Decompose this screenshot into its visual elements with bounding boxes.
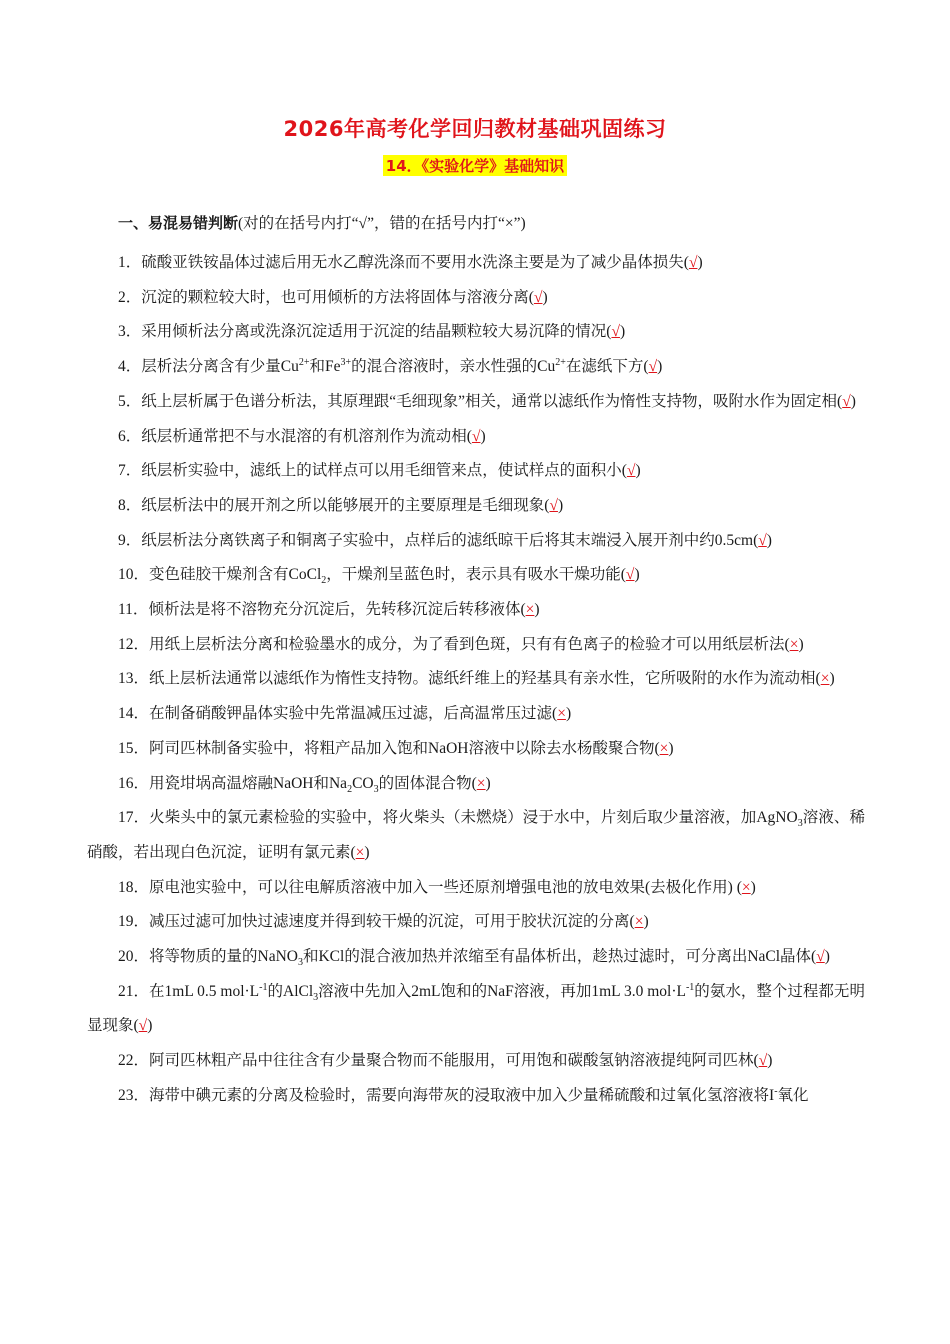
question-item xyxy=(87,593,865,628)
close-paren: ) xyxy=(750,878,756,896)
answer-mark: √ xyxy=(533,288,543,306)
answer-mark: √ xyxy=(471,427,481,445)
question-text: 纸层析通常把不与水混溶的有机溶剂作为流动相( xyxy=(141,427,472,445)
question-item xyxy=(87,350,865,385)
close-paren: ) xyxy=(485,774,491,792)
answer-mark: × xyxy=(476,774,486,792)
section-instruction: (对的在括号内打“√”，错的在括号内打“×”) xyxy=(238,215,526,232)
answer-mark: × xyxy=(789,635,799,653)
question-number: 12． xyxy=(118,635,150,653)
question-number: 21． xyxy=(118,982,150,1000)
question-text: 和Fe xyxy=(309,358,341,376)
question-number: 23． xyxy=(118,1086,150,1104)
question-item xyxy=(87,975,865,1044)
question-item xyxy=(87,628,865,663)
superscript: - xyxy=(774,1085,778,1097)
answer-mark: × xyxy=(557,705,566,723)
question-item xyxy=(87,732,865,767)
answer-mark: × xyxy=(525,601,535,619)
answer-mark: √ xyxy=(626,462,636,480)
question-number: 2． xyxy=(118,288,142,306)
question-number: 1． xyxy=(118,254,142,271)
question-text: 原电池实验中，可以往电解质溶液中加入一些还原剂增强电池的放电效果(去极化作用) ( xyxy=(149,878,742,896)
close-paren: ) xyxy=(635,462,641,480)
subscript: 2 xyxy=(321,575,327,587)
question-number: 11． xyxy=(118,601,149,619)
question-item xyxy=(87,1044,865,1079)
answer-mark: √ xyxy=(758,531,767,549)
question-number: 13． xyxy=(118,670,150,688)
question-item xyxy=(87,315,865,350)
superscript: -1 xyxy=(685,981,695,993)
close-paren: ) xyxy=(619,323,626,341)
close-paren: ) xyxy=(634,566,640,584)
answer-mark: √ xyxy=(688,254,698,271)
question-text: 纸层析实验中，滤纸上的试样点可以用毛细管来点，使试样点的面积小( xyxy=(141,462,627,480)
page-title: 2026年高考化学回归教材基础巩固练习 xyxy=(283,117,667,141)
question-number: 18． xyxy=(118,878,150,896)
question-item xyxy=(87,246,865,281)
question-item xyxy=(87,767,865,802)
close-paren: ) xyxy=(766,531,772,549)
answer-mark: √ xyxy=(816,948,825,966)
question-text: 沉淀的颗粒较大时，也可用倾析的方法将固体与溶液分离( xyxy=(141,288,534,306)
question-text: 变色硅胶干燥剂含有CoCl xyxy=(149,566,322,584)
subscript: 3 xyxy=(373,783,379,795)
answer-mark: √ xyxy=(138,1017,148,1035)
close-paren: ) xyxy=(147,1017,153,1035)
question-text: 将等物质的量的NaNO xyxy=(149,948,298,966)
superscript: 2+ xyxy=(298,356,310,368)
question-item xyxy=(87,871,865,906)
question-text: 阿司匹林粗产品中往往含有少量聚合物而不能服用，可用饱和碳酸氢钠溶液提纯阿司匹林( xyxy=(149,1052,759,1070)
section-heading-text: 一、易混易错判断 xyxy=(118,214,239,232)
answer-mark: √ xyxy=(625,566,635,584)
question-item xyxy=(87,801,865,870)
question-number: 4． xyxy=(118,358,142,376)
answer-mark: √ xyxy=(648,358,658,376)
question-item xyxy=(87,697,865,732)
subscript: 3 xyxy=(797,818,803,830)
question-item xyxy=(87,905,865,940)
question-number: 22． xyxy=(118,1052,150,1070)
question-item xyxy=(87,524,865,559)
superscript: 2+ xyxy=(555,356,566,368)
question-text: 阿司匹林制备实验中，将粗产品加入饱和NaOH溶液中以除去水杨酸聚合物( xyxy=(149,739,660,757)
section-heading xyxy=(87,210,865,237)
answer-mark: √ xyxy=(842,392,851,410)
answer-mark: × xyxy=(659,739,669,757)
question-text: 硫酸亚铁铵晶体过滤后用无水乙醇洗涤而不要用水洗涤主要是为了减少晶体损失( xyxy=(141,254,689,271)
close-paren: ) xyxy=(767,1052,773,1070)
question-text: 的混合溶液时，亲水性强的Cu xyxy=(351,358,556,376)
answer-mark: √ xyxy=(611,323,620,341)
answer-mark: × xyxy=(634,913,644,931)
question-text: 氧化 xyxy=(777,1086,809,1104)
question-item xyxy=(87,420,865,455)
question-text: 纸上层析属于色谱分析法，其原理跟“毛细现象”相关，通常以滤纸作为惰性支持物，吸附水作为固定相( xyxy=(141,392,843,410)
question-item xyxy=(87,1079,865,1114)
question-text: 在制备硝酸钾晶体实验中先常温减压过滤，后高温常压过滤( xyxy=(149,705,558,723)
close-paren: ) xyxy=(643,913,649,931)
question-text: 和KCl的混合液加热并浓缩至有晶体析出，趁热过滤时，可分离出NaCl晶体( xyxy=(302,948,817,966)
close-paren: ) xyxy=(480,427,486,445)
question-text: CO xyxy=(352,774,374,792)
close-paren: ) xyxy=(668,739,674,757)
close-paren: ) xyxy=(557,496,564,514)
question-text: 溶液、稀硝酸，若出现白色沉淀，证明有氯元素( xyxy=(87,809,865,861)
question-text: 减压过滤可加快过滤速度并得到较干燥的沉淀，可用于胶状沉淀的分离( xyxy=(149,913,635,931)
answer-mark: √ xyxy=(758,1052,768,1070)
superscript: 3+ xyxy=(340,356,352,368)
question-text: 海带中碘元素的分离及检验时，需要向海带灰的浸取液中加入少量稀硫酸和过氧化氢溶液将I xyxy=(149,1086,775,1104)
question-text: 用瓷坩埚高温熔融NaOH和Na xyxy=(149,774,348,792)
question-text: 倾析法是将不溶物充分沉淀后，先转移沉淀后转移液体( xyxy=(148,601,526,619)
close-paren: ) xyxy=(850,392,856,410)
question-text: 在滤纸下方( xyxy=(565,358,649,376)
question-number: 8． xyxy=(118,496,142,514)
question-text: ，干燥剂呈蓝色时，表示具有吸水干燥功能( xyxy=(326,566,626,584)
subscript: 2 xyxy=(347,783,353,795)
close-paren: ) xyxy=(829,670,835,688)
question-text: 纸上层析法通常以滤纸作为惰性支持物。滤纸纤维上的羟基具有亲水性，它所吸附的水作为流动相( xyxy=(149,670,821,688)
page-subtitle: 14．《实验化学》基础知识 xyxy=(383,155,567,176)
question-text: 火柴头中的氯元素检验的实验中，将火柴头（未燃烧）浸于水中，片刻后取少量溶液，加AgNO xyxy=(149,809,798,827)
question-text: 采用倾析法分离或洗涤沉淀适用于沉淀的结晶颗粒较大易沉降的情况( xyxy=(141,323,612,341)
question-item xyxy=(87,454,865,489)
question-text: 用纸上层析法分离和检验墨水的成分，为了看到色斑，只有有色离子的检验才可以用纸层析法( xyxy=(149,635,790,653)
close-paren: ) xyxy=(542,288,548,306)
subscript: 3 xyxy=(313,991,319,1003)
answer-mark: × xyxy=(820,670,830,688)
answer-mark: × xyxy=(355,843,365,861)
close-paren: ) xyxy=(824,948,830,966)
question-item xyxy=(87,940,865,975)
answer-mark: √ xyxy=(549,496,558,514)
close-paren: ) xyxy=(364,843,370,861)
close-paren: ) xyxy=(697,254,703,271)
question-item xyxy=(87,558,865,593)
question-text: 纸层析法中的展开剂之所以能够展开的主要原理是毛细现象( xyxy=(141,496,550,514)
subtitle-wrap xyxy=(0,155,950,176)
question-number: 17． xyxy=(118,809,150,827)
question-text: 溶液中先加入2mL饱和的NaF溶液，再加1mL 3.0 mol·L xyxy=(318,982,686,1000)
close-paren: ) xyxy=(657,358,663,376)
question-text: 纸层析法分离铁离子和铜离子实验中，点样后的滤纸晾干后将其末端浸入展开剂中约0.5cm( xyxy=(141,531,759,549)
superscript: -1 xyxy=(259,981,268,993)
close-paren: ) xyxy=(565,705,572,723)
question-number: 3． xyxy=(118,323,142,341)
question-text: 的氨水，整个过程都无明显现象( xyxy=(87,982,865,1035)
question-number: 14． xyxy=(118,705,150,723)
question-text: 在1mL 0.5 mol·L xyxy=(149,982,260,1000)
question-number: 6． xyxy=(118,427,142,445)
answer-mark: × xyxy=(741,878,751,896)
close-paren: ) xyxy=(798,635,804,653)
close-paren: ) xyxy=(534,601,540,619)
question-number: 19． xyxy=(118,913,150,931)
question-item xyxy=(87,385,865,420)
subscript: 3 xyxy=(297,957,303,969)
question-number: 20． xyxy=(118,948,150,966)
question-text: 的AlCl xyxy=(267,982,314,1000)
question-text: 层析法分离含有少量Cu xyxy=(141,358,299,376)
question-text: 的固体混合物( xyxy=(378,774,477,792)
question-number: 15． xyxy=(118,739,150,757)
question-number: 16． xyxy=(118,774,150,792)
question-number: 10． xyxy=(118,566,150,584)
question-number: 5． xyxy=(118,392,142,410)
question-item xyxy=(87,281,865,316)
question-number: 7． xyxy=(118,462,142,480)
question-number: 9． xyxy=(118,531,142,549)
question-item xyxy=(87,662,865,697)
question-item xyxy=(87,489,865,524)
question-list xyxy=(87,210,865,1114)
